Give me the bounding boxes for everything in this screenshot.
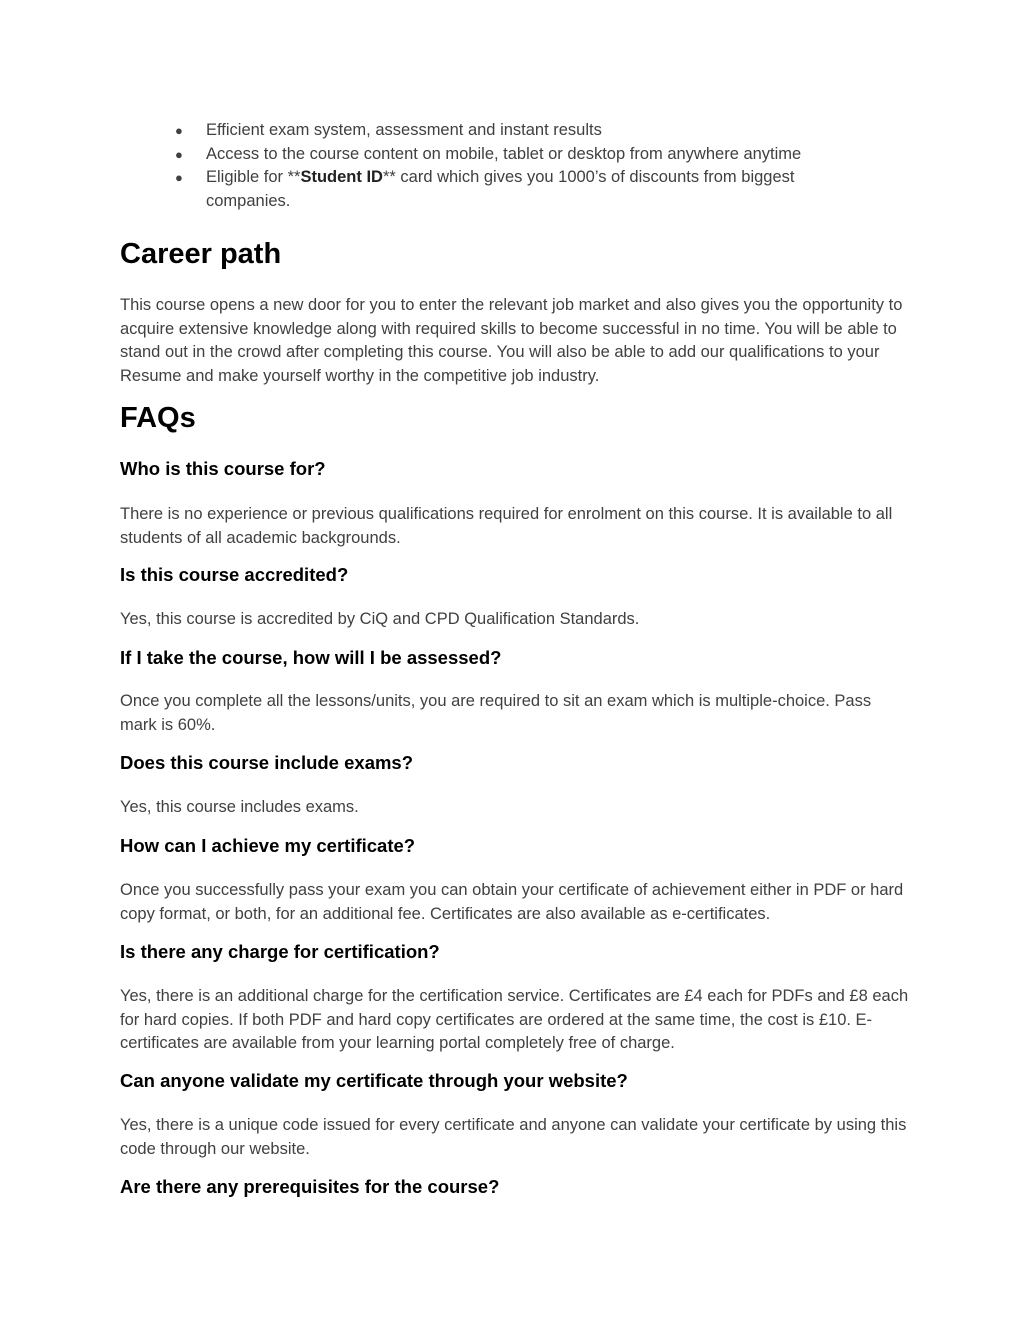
faq-answer: There is no experience or previous qualifications required for enrolment on this course. It is available to all students of all academic backgrounds.	[120, 505, 893, 547]
list-item-text-prefix: Eligible for **	[206, 168, 301, 186]
list-item	[175, 119, 875, 143]
bullet-icon: ●	[175, 123, 183, 138]
faq-answer: Yes, there is an additional charge for the certification service. Certificates are £4 each for PDFs and £8 each for hard copies. If both PDF and hard copy certificates are ordered at the same time, the cost is £10. E-certificates are available from your learning portal completely free of charge.	[120, 987, 909, 1052]
faq-question: Are there any prerequisites for the course?	[120, 1176, 500, 1197]
faq-answer: Once you successfully pass your exam you can obtain your certificate of achievement either in PDF or hard copy format, or both, for an additional fee. Certificates are also available as e-certificates.	[120, 881, 904, 923]
faq-question: Can anyone validate my certificate through your website?	[120, 1070, 628, 1091]
list-item	[175, 166, 875, 213]
list-item-text: Efficient exam system, assessment and instant results	[206, 121, 602, 139]
faq-answer: Yes, there is a unique code issued for every certificate and anyone can validate your certificate by using this code through our website.	[120, 1116, 907, 1158]
faq-question: Is this course accredited?	[120, 564, 349, 585]
list-item-text-suffix: ** card which gives you 1000’s of discounts from biggest companies.	[206, 168, 795, 210]
career-path-heading: Career path	[120, 238, 282, 270]
list-item-text: Access to the course content on mobile, tablet or desktop from anywhere anytime	[206, 144, 802, 163]
faq-answer: Once you complete all the lessons/units, you are required to sit an exam which is multiple-choice. Pass mark is 60%.	[120, 692, 872, 734]
list-item-text-bold: Student ID	[300, 168, 383, 186]
faq-question: How can I achieve my certificate?	[120, 835, 416, 856]
faq-question: Does this course include exams?	[120, 752, 414, 773]
list-item	[175, 143, 875, 167]
faq-answer: Yes, this course includes exams.	[120, 798, 359, 816]
bullet-icon: ●	[175, 170, 183, 185]
feature-list	[175, 119, 875, 213]
bullet-icon: ●	[175, 146, 183, 162]
faq-question: If I take the course, how will I be assessed?	[120, 647, 502, 668]
faq-question: Who is this course for?	[120, 458, 326, 479]
faqs-heading: FAQs	[120, 402, 196, 434]
faq-answer: Yes, this course is accredited by CiQ and CPD Qualification Standards.	[120, 610, 640, 628]
faq-question: Is there any charge for certification?	[120, 941, 440, 962]
career-path-body: This course opens a new door for you to enter the relevant job market and also gives you the opportunity to acquire extensive knowledge along with required skills to become successful in no time. You will be able to stand out in the crowd after completing this course. You will also be able to add our qualifications to your Resume and make yourself worthy in the competitive job industry.	[120, 296, 903, 385]
